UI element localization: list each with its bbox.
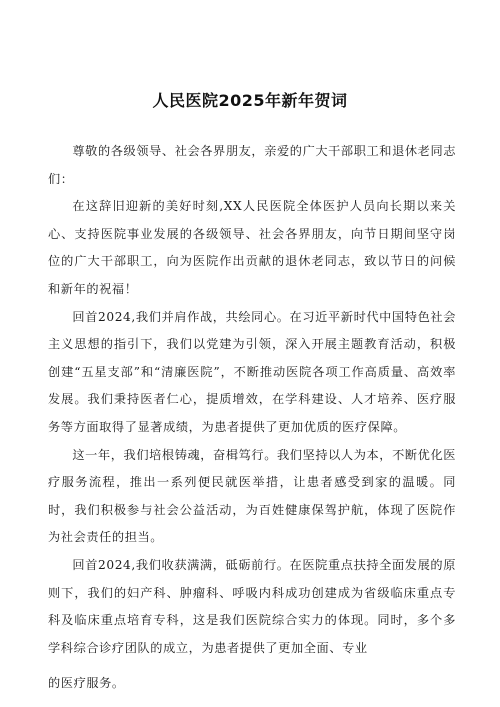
review-paragraph: 回首2024,我们并肩作战，共绘同心。在习近平新时代中国特色社会主义思想的指引下，我们以党建为引领，深入开展主题教育活动，积极创建“五星支部”和“清廉医院”，不断推动医院各项工作高质量、高效率发展。我们秉持医者仁心，提质增效，在学科建设、人才培养、医疗服务等方面取得了显著成绩，为患者提供了更加优质的医疗保障。 <box>48 309 456 434</box>
continuation-line: 的医疗服务。 <box>48 676 125 691</box>
salutation-paragraph: 尊敬的各级领导、社会各界朋友，亲爱的广大干部职工和退休老同志们： <box>48 144 457 186</box>
year-summary-paragraph: 这一年，我们培根铸魂，奋楫笃行。我们坚持以人为本，不断优化医疗服务流程，推出一系列便民就医举措，让患者感受到家的温暖。同时，我们积极参与社会公益活动，为百姓健康保驾护航，体现了医院作为社会责任的担当。 <box>48 447 457 545</box>
document-title: 人民医院2025年新年贺词 <box>152 91 348 110</box>
achievements-paragraph: 回首2024,我们收获满满，砥砺前行。在医院重点扶持全面发展的原则下，我们的妇产科、肿瘤科、呼吸内科成功创建成为省级临床重点专科及临床重点培育专科，这是我们医院综合实力的体现。同时，多个多学科综合诊疗团队的成立，为患者提供了更加全面、专业 <box>48 557 456 655</box>
document-body <box>48 138 456 698</box>
greeting-paragraph: 在这辞旧迎新的美好时刻,XX人民医院全体医护人员向长期以来关心、支持医院事业发展的各级领导、社会各界朋友，向节日期间坚守岗位的广大干部职工，向为医院作出贡献的退休老同志，致以节日的问候和新年的祝福！ <box>48 199 456 296</box>
